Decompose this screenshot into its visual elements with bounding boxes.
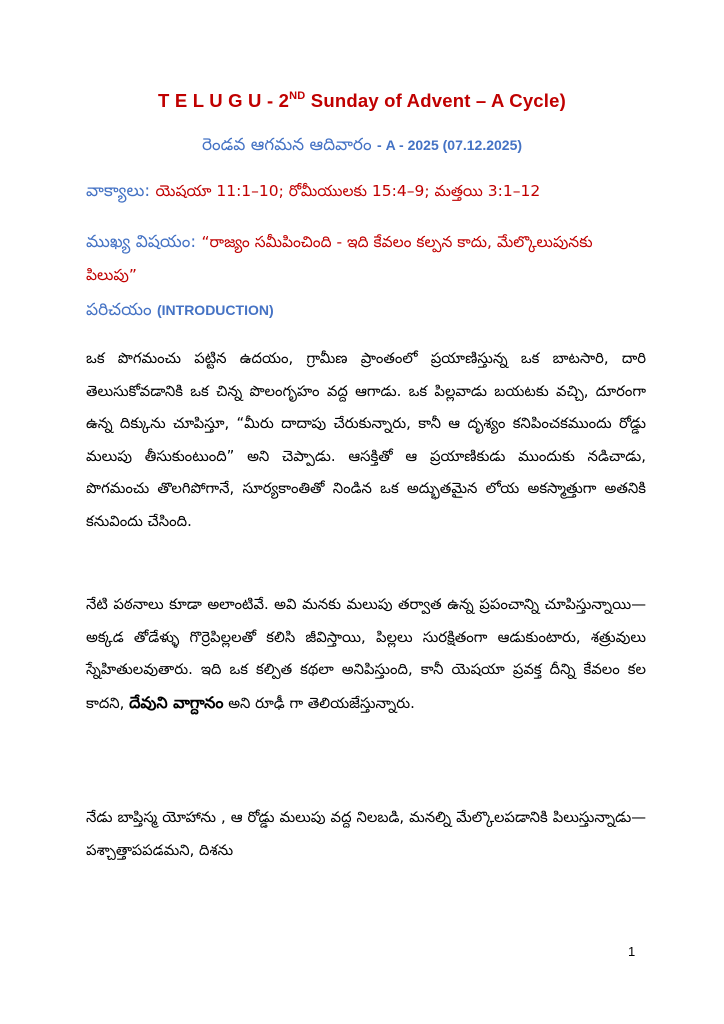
paragraph-2-bold: దేవుని వాగ్దానం bbox=[129, 692, 224, 712]
document-title bbox=[0, 90, 724, 112]
theme-block bbox=[86, 226, 646, 292]
readings-line bbox=[86, 181, 646, 205]
paragraph-2-text-end: అని రూఢీ గా తెలియజేస్తున్నారు. bbox=[223, 694, 415, 712]
readings-text: యెషయా 11:1–10; రోమీయులకు 15:4–9; మత్తయి 3:1–12 bbox=[155, 182, 541, 200]
title-text: T E L U G U - 2 bbox=[158, 90, 290, 111]
title-text-rest: Sunday of Advent – A Cycle) bbox=[305, 90, 566, 111]
section-heading-introduction bbox=[86, 300, 646, 324]
paragraph-3: నేడు బాప్తిస్మ యోహాను , ఆ రోడ్డు మలుపు వద్ద నిలబడి, మనల్ని మేల్కొలపడానికి పిలుస్తున్నాడు—పశ్చాత్తాపపడమని, దిశను bbox=[86, 809, 646, 859]
paragraph-2-text: నేటి పఠనాలు కూడా అలాంటివే. అవి మనకు మలుపు తర్వాత ఉన్న ప్రపంచాన్ని చూపిస్తున్నాయి—అక్కడ తోడేళ్ళు గొర్రెపిల్లలతో కలిసి జీవిస్తాయి, పిల్లలు సురక్షితంగా ఆడుకుంటారు, శత్రువులు స్నేహితులవుతారు. ఇది ఒక కల్పిత కథలా అనిపిస్తుంది, కానీ యెషయా ప్రవక్త దీన్ని కేవలం కల కాదని, bbox=[86, 596, 646, 712]
intro-label-telugu: పరిచయం bbox=[86, 300, 157, 320]
document-subtitle bbox=[0, 135, 724, 159]
subtitle-year: - A - 2025 (07.12.2025) bbox=[377, 137, 523, 153]
theme-label: ముఖ్య విషయం: bbox=[86, 232, 202, 252]
page-number: 1 bbox=[628, 944, 636, 959]
intro-label-english: (INTRODUCTION) bbox=[156, 302, 274, 318]
subtitle-telugu: రెండవ ఆగమన ఆదివారం bbox=[201, 135, 378, 155]
theme-text: “రాజ్యం సమీపించింది - ఇది కేవలం కల్పన కాదు, మేల్కొలుపునకు పిలుపు” bbox=[86, 233, 593, 284]
readings-label: వాక్యాలు: bbox=[86, 181, 156, 201]
paragraph-2 bbox=[86, 589, 646, 720]
paragraph-1: ఒక పొగమంచు పట్టిన ఉదయం, గ్రామీణ ప్రాంతంలో ప్రయాణిస్తున్న ఒక బాటసారి, దారి తెలుసుకోవడానికి ఒక చిన్న పొలంగృహం వద్ద ఆగాడు. ఒక పిల్లవాడు బయటకు వచ్చి, దూరంగా ఉన్న దిక్కును చూపిస్తూ, “మీరు దాదాపు చేరుకున్నారు, కానీ ఆ దృశ్యం కనిపించకముందు రోడ్డు మలుపు తీసుకుంటుంది” అని చెప్పాడు. ఆసక్తితో ఆ ప్రయాణికుడు ముందుకు నడిచాడు, పొగమంచు తొలగిపోగానే, సూర్యకాంతితో నిండిన ఒక అద్భుతమైన లోయ అకస్మాత్తుగా అతనికి కనువిందు చేసింది. bbox=[86, 350, 646, 530]
title-superscript: ND bbox=[289, 89, 306, 102]
